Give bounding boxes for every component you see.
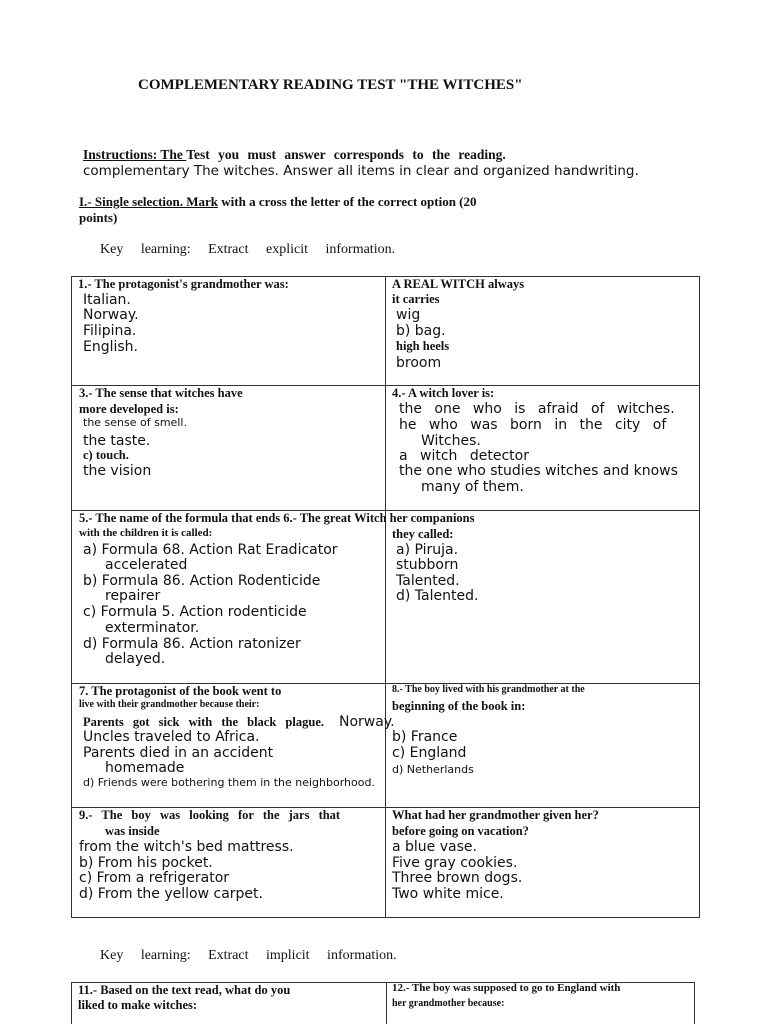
question-10-stem-line-2: before going on vacation? bbox=[392, 824, 529, 838]
question-5-option-b-cont: repairer bbox=[105, 588, 161, 604]
page-title: COMPLEMENTARY READING TEST "THE WITCHES" bbox=[138, 77, 523, 93]
instructions-line-1 bbox=[83, 147, 506, 163]
question-12-stem: 12.- The boy was supposed to go to England with bbox=[392, 982, 621, 994]
question-4-option-d: the one who studies witches and knows bbox=[399, 463, 678, 479]
question-2-option-a: wig bbox=[396, 307, 421, 323]
question-1-option-b: Norway. bbox=[83, 307, 139, 323]
table-2-border-left bbox=[71, 982, 72, 1024]
question-2-stem: A REAL WITCH always bbox=[392, 277, 525, 291]
question-1-stem: 1.- The protagonist's grandmother was: bbox=[78, 277, 289, 291]
question-9-option-c: c) From a refrigerator bbox=[79, 870, 230, 886]
question-12-stem-line-2: her grandmother because: bbox=[392, 998, 505, 1009]
question-10-option-b: Five gray cookies. bbox=[392, 855, 518, 871]
question-3-stem-line-2: more developed is: bbox=[79, 402, 179, 416]
question-10-option-c: Three brown dogs. bbox=[392, 870, 523, 886]
question-7-option-b: Uncles traveled to Africa. bbox=[83, 729, 260, 745]
question-8-option-c: c) England bbox=[392, 745, 467, 761]
question-5-option-a-cont: accelerated bbox=[105, 557, 188, 573]
question-8-stem: 8.- The boy lived with his grandmother at the bbox=[392, 684, 585, 695]
question-5-option-d-cont: delayed. bbox=[105, 651, 166, 667]
section-1-heading-underlined: I.- Single selection. Mark bbox=[79, 194, 219, 209]
question-6-stem-line-2: they called: bbox=[392, 527, 454, 541]
question-7-option-c-cont: homemade bbox=[105, 760, 185, 776]
question-1-option-c: Filipina. bbox=[83, 323, 137, 339]
question-2-option-d: broom bbox=[396, 355, 442, 371]
question-3-option-a: the sense of smell. bbox=[83, 416, 187, 429]
question-2-option-b: b) bag. bbox=[396, 323, 446, 339]
question-10-option-d: Two white mice. bbox=[392, 886, 504, 902]
instructions-text-1: Test you must answer corresponds to the reading. bbox=[186, 147, 506, 162]
question-5-option-b: b) Formula 86. Action Rodenticide bbox=[83, 573, 321, 589]
instructions-label: Instructions: The bbox=[83, 147, 187, 162]
question-5-stem-line-2: with the children it is called: bbox=[79, 527, 213, 539]
table-border-right bbox=[699, 276, 700, 918]
table-2-column-divider bbox=[386, 982, 387, 1024]
question-11-stem-line-2: liked to make witches: bbox=[78, 998, 198, 1012]
question-9-option-d: d) From the yellow carpet. bbox=[79, 886, 263, 902]
question-9-option-a: from the witch's bed mattress. bbox=[79, 839, 294, 855]
table-border-left bbox=[71, 276, 72, 918]
question-5-option-c-cont: exterminator. bbox=[105, 620, 200, 636]
question-2-stem-line-2: it carries bbox=[392, 292, 440, 306]
question-7-option-a: Parents got sick with the black plague. bbox=[83, 715, 324, 729]
question-10-option-a: a blue vase. bbox=[392, 839, 477, 855]
table-2-border-right bbox=[694, 982, 695, 1024]
question-7-option-d: d) Friends were bothering them in the neighborhood. bbox=[83, 776, 375, 789]
question-7-stem: 7. The protagonist of the book went to bbox=[79, 684, 282, 698]
question-6-option-d: d) Talented. bbox=[396, 588, 479, 604]
question-9-stem: 9.- The boy was looking for the jars that bbox=[79, 808, 341, 822]
question-10-stem: What had her grandmother given her? bbox=[392, 808, 599, 822]
key-learning-implicit: Key learning: Extract implicit information. bbox=[100, 948, 397, 963]
section-1-heading-line-2: points) bbox=[79, 210, 118, 225]
section-1-heading-rest: with a cross the letter of the correct option (20 bbox=[218, 194, 477, 209]
section-1-heading bbox=[79, 194, 477, 210]
key-learning-explicit: Key learning: Extract explicit information. bbox=[100, 242, 396, 257]
instructions-line-2: complementary The witches. Answer all items in clear and organized handwriting. bbox=[83, 163, 639, 179]
question-3-option-d: the vision bbox=[83, 463, 152, 479]
question-4-option-b: he who was born in the city of bbox=[399, 417, 667, 433]
question-7-option-c: Parents died in an accident bbox=[83, 745, 274, 761]
question-7-stem-line-2: live with their grandmother because their: bbox=[79, 699, 260, 710]
question-8-stem-line-2: beginning of the book in: bbox=[392, 699, 526, 713]
question-5-option-c: c) Formula 5. Action rodenticide bbox=[83, 604, 307, 620]
question-6-option-a: a) Piruja. bbox=[396, 542, 459, 558]
question-6-option-c: Talented. bbox=[396, 573, 460, 589]
table-column-divider bbox=[385, 276, 386, 918]
question-5-option-a: a) Formula 68. Action Rat Eradicator bbox=[83, 542, 338, 558]
question-4-option-d-cont: many of them. bbox=[421, 479, 524, 495]
question-1-option-d: English. bbox=[83, 339, 139, 355]
question-8-option-b: b) France bbox=[392, 729, 458, 745]
question-4-option-c: a witch detector bbox=[399, 448, 529, 464]
question-4-stem: 4.- A witch lover is: bbox=[392, 386, 495, 400]
question-9-option-b: b) From his pocket. bbox=[79, 855, 213, 871]
question-7-option-a-extra: Norway. bbox=[339, 714, 395, 730]
question-6-option-b: stubborn bbox=[396, 557, 459, 573]
question-3-stem: 3.- The sense that witches have bbox=[79, 386, 243, 400]
question-4-option-b-cont: Witches. bbox=[421, 433, 481, 449]
question-11-stem: 11.- Based on the text read, what do you bbox=[78, 983, 291, 997]
question-3-option-b: the taste. bbox=[83, 433, 151, 449]
question-5-option-d: d) Formula 86. Action ratonizer bbox=[83, 636, 301, 652]
question-9-stem-line-2: was inside bbox=[105, 824, 160, 838]
question-8-option-d: d) Netherlands bbox=[392, 763, 474, 776]
question-4-option-a: the one who is afraid of witches. bbox=[399, 401, 675, 417]
question-5-6-stem: 5.- The name of the formula that ends 6.- The great Witch her companions bbox=[79, 511, 475, 525]
question-2-option-c: high heels bbox=[396, 339, 450, 353]
question-3-option-c: c) touch. bbox=[83, 448, 129, 462]
question-1-option-a: Italian. bbox=[83, 292, 131, 308]
